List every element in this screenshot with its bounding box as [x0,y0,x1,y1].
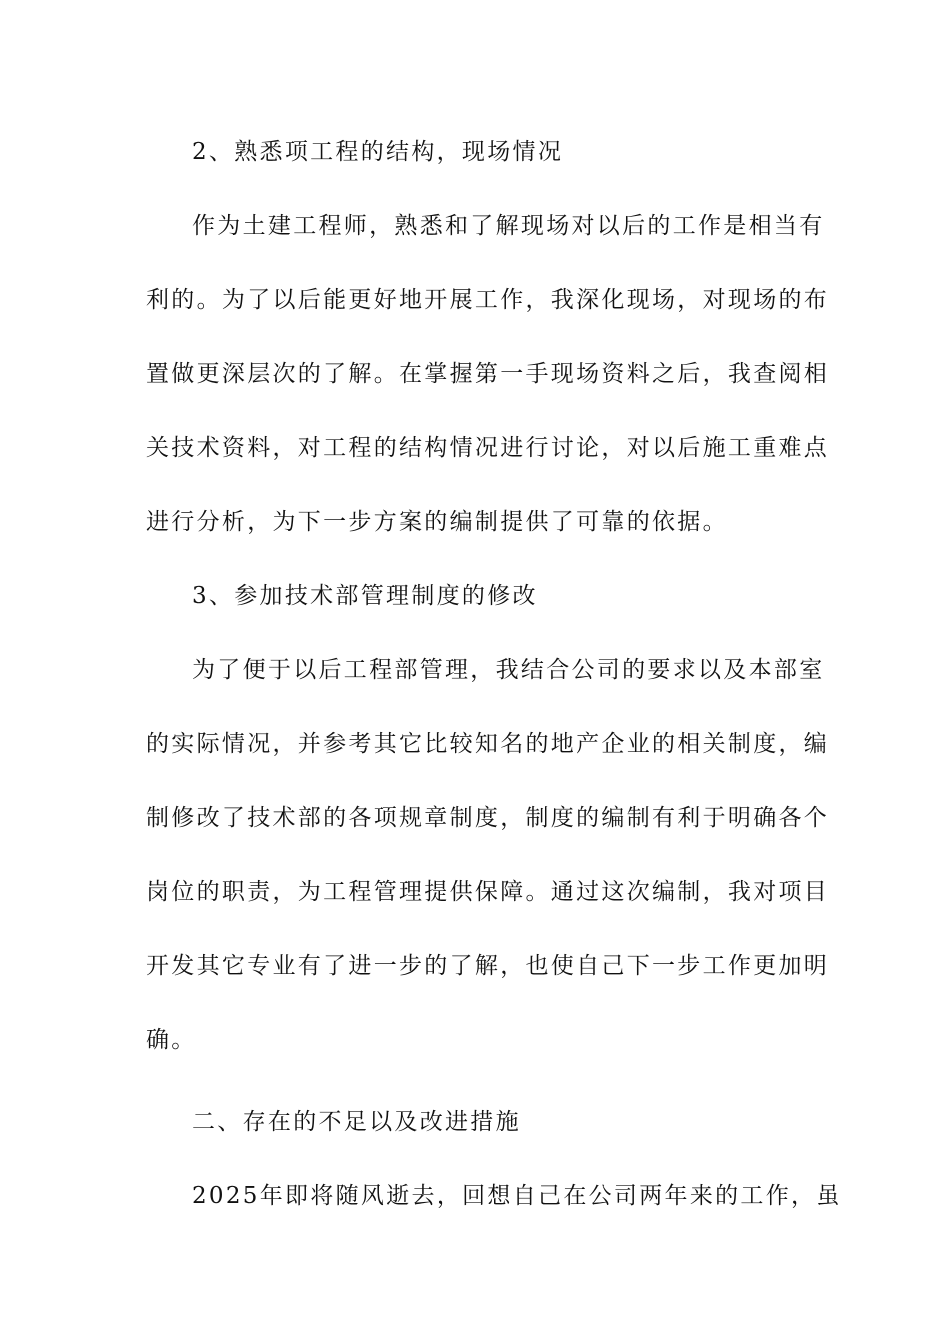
paragraph-line: 关技术资料，对工程的结构情况进行讨论，对以后施工重难点 [146,435,830,461]
heading-2-familiarize-structure: 2、熟悉项工程的结构，现场情况 [192,139,564,165]
paragraph-line: 进行分析，为下一步方案的编制提供了可靠的依据。 [146,509,728,535]
paragraph-line: 置做更深层次的了解。在掌握第一手现场资料之后，我查阅相 [146,361,830,387]
section-heading-shortcomings: 二、存在的不足以及改进措施 [192,1109,521,1135]
paragraph-line: 确。 [146,1027,197,1053]
paragraph-line: 开发其它专业有了进一步的了解，也使自己下一步工作更加明 [146,953,830,979]
paragraph-line: 的实际情况，并参考其它比较知名的地产企业的相关制度，编 [146,731,830,757]
paragraph-line: 2025年即将随风逝去，回想自己在公司两年来的工作，虽 [192,1183,842,1209]
paragraph-line: 利的。为了以后能更好地开展工作，我深化现场，对现场的布 [146,287,830,313]
paragraph-line: 作为土建工程师，熟悉和了解现场对以后的工作是相当有 [192,213,825,239]
paragraph-line: 为了便于以后工程部管理，我结合公司的要求以及本部室 [192,657,825,683]
heading-3-management-system: 3、参加技术部管理制度的修改 [192,583,538,609]
paragraph-line: 岗位的职责，为工程管理提供保障。通过这次编制，我对项目 [146,879,830,905]
paragraph-line: 制修改了技术部的各项规章制度，制度的编制有利于明确各个 [146,805,830,831]
